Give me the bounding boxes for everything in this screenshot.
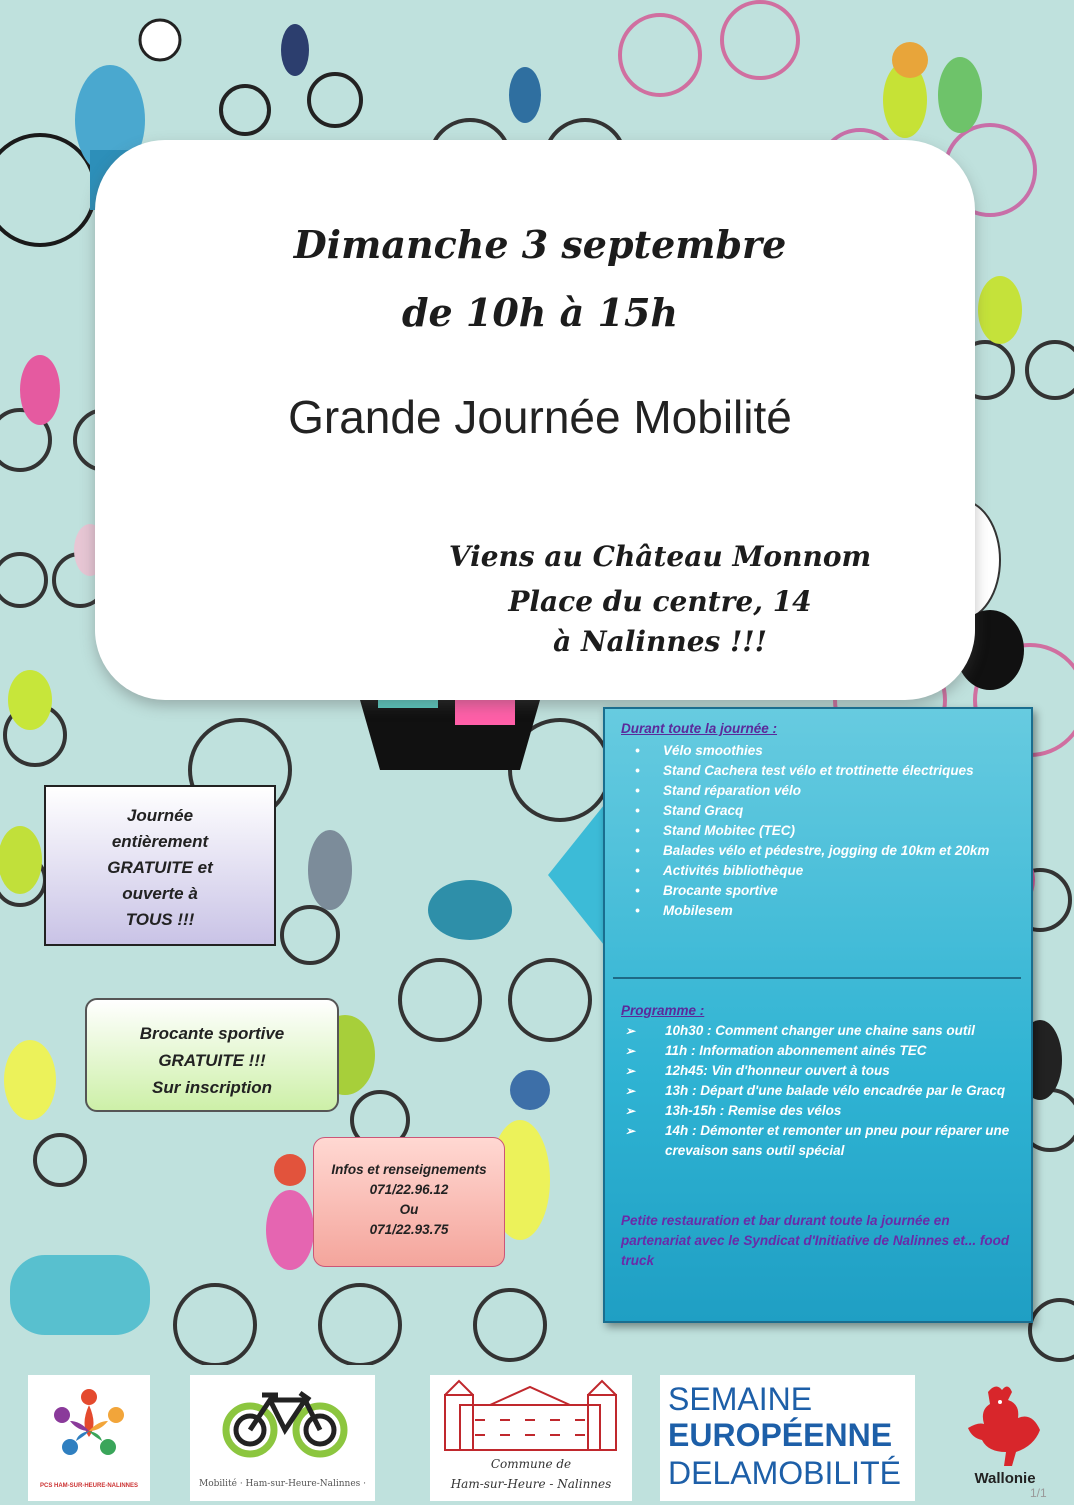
- venue-line-3: à Nalinnes !!!: [553, 625, 767, 658]
- list-item: • Stand Cachera test vélo et trottinette électriques: [635, 761, 1015, 781]
- panel-divider: [613, 977, 1021, 979]
- list-item: • Stand Mobitec (TEC): [635, 821, 1015, 841]
- catering-note: Petite restauration et bar durant toute la journée en partenariat avec le Syndicat d'Initiative de Nalinnes et... food truck: [621, 1213, 1010, 1268]
- semaine-mobilite-logo: [660, 1375, 915, 1501]
- mobilite-caption: Mobilité · Ham-sur-Heure-Nalinnes ·: [198, 1479, 366, 1489]
- pcs-people-icon: [28, 1375, 150, 1475]
- list-item: ➢ 11h : Information abonnement ainés TEC: [621, 1041, 1021, 1061]
- bubble-line: Brocante sportive: [139, 1024, 285, 1043]
- bubble-line: Infos et renseignements: [331, 1162, 487, 1177]
- list-item: • Balades vélo et pédestre, jogging de 10km et 20km: [635, 841, 1015, 861]
- list-item: • Brocante sportive: [635, 881, 1015, 901]
- venue-line-2: Place du centre, 14: [508, 585, 812, 618]
- list-item: ➢ 14h : Démonter et remonter un pneu pour réparer une crevaison sans outil spécial: [621, 1121, 1021, 1161]
- semaine-line-1: SEMAINE: [668, 1381, 813, 1417]
- list-item: ➢ 12h45: Vin d'honneur ouvert à tous: [621, 1061, 1021, 1081]
- rooster-icon: [958, 1382, 1048, 1470]
- list-item: ➢ 13h : Départ d'une balade vélo encadrée par le Gracq: [621, 1081, 1021, 1101]
- bubble-line: GRATUITE et: [107, 858, 213, 877]
- list-item: • Vélo smoothies: [635, 741, 1015, 761]
- program-heading: Programme :: [621, 1003, 705, 1018]
- pcs-caption: PCS HAM-SUR-HEURE-NALINNES: [39, 1483, 138, 1489]
- bubble-line: entièrement: [111, 832, 209, 851]
- phone-number[interactable]: 071/22.96.12: [369, 1182, 449, 1197]
- list-item: • Stand Gracq: [635, 801, 1015, 821]
- event-date: Dimanche 3 septembre: [293, 222, 787, 267]
- semaine-line-2: EUROPÉENNE: [668, 1417, 893, 1453]
- program-list: [621, 1021, 1021, 1161]
- commune-logo: [430, 1375, 632, 1501]
- during-heading: Durant toute la journée :: [621, 721, 778, 736]
- event-hours: de 10h à 15h: [401, 290, 679, 335]
- commune-caption-2: Ham-sur-Heure - Nalinnes: [450, 1477, 612, 1491]
- list-item: • Activités bibliothèque: [635, 861, 1015, 881]
- panel-pointer: [548, 805, 604, 945]
- info-bubble: [313, 1137, 505, 1267]
- list-item: • Stand réparation vélo: [635, 781, 1015, 801]
- semaine-line-3: DELAMOBILITÉ: [668, 1455, 901, 1491]
- list-item: ➢ 10h30 : Comment changer une chaine sans outil: [621, 1021, 1021, 1041]
- mobilite-logo: [190, 1375, 375, 1501]
- venue-line-1: Viens au Château Monnom: [448, 540, 872, 573]
- list-item: • Mobilesem: [635, 901, 1015, 921]
- phone-number[interactable]: 071/22.93.75: [369, 1222, 449, 1237]
- list-item: ➢ 13h-15h : Remise des vélos: [621, 1101, 1021, 1121]
- bubble-line: Journée: [126, 806, 194, 825]
- pcs-logo: [28, 1375, 150, 1501]
- event-title: Grande Journée Mobilité: [288, 391, 792, 443]
- page-number: 1/1: [1030, 1486, 1047, 1500]
- during-list: [635, 741, 1015, 921]
- brocante-bubble: [85, 998, 339, 1112]
- bicycle-icon: [190, 1375, 375, 1475]
- activities-panel: [603, 707, 1033, 1323]
- free-day-bubble: [44, 785, 276, 946]
- wallonie-label: Wallonie: [974, 1470, 1036, 1487]
- castle-icon: [430, 1375, 632, 1460]
- bubble-line: GRATUITE !!!: [158, 1051, 266, 1070]
- bubble-line: TOUS !!!: [125, 910, 195, 929]
- bubble-line: Ou: [399, 1202, 419, 1217]
- bubble-line: Sur inscription: [152, 1078, 272, 1097]
- bubble-line: ouverte à: [122, 884, 198, 903]
- commune-caption-1: Commune de: [490, 1457, 572, 1471]
